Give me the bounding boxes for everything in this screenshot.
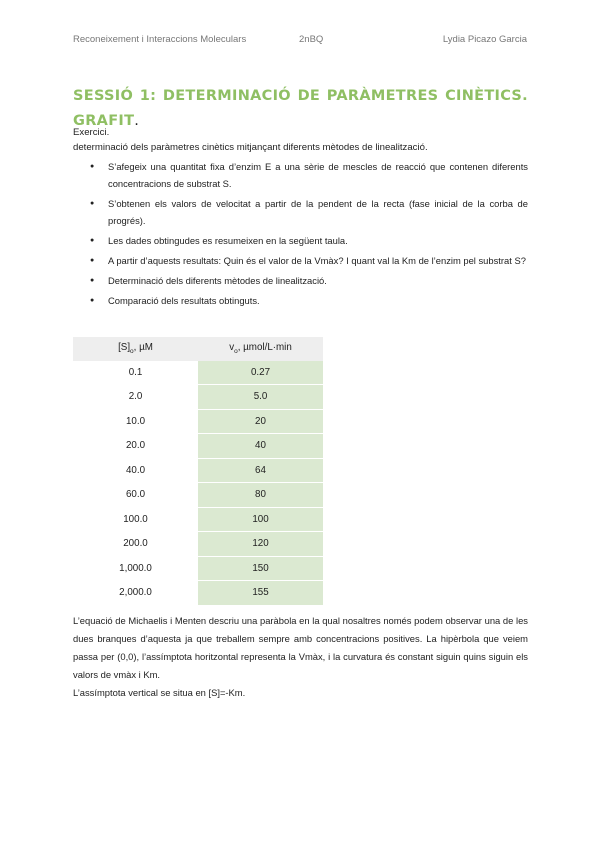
explanation-paragraph: L’equació de Michaelis i Menten descriu una paràbola en la qual nosaltres només podem observar una de les dues branques d’aquesta ja que treballem sempre amb concentracions positives. La hipèrbola que veiem passa per (0,0), l’assímptota horitzontal representa la Vmàx, i la curvatura és constant siguin quins siguin els valors de vmàx i Km. xyxy=(73,615,528,680)
header-author: Lydia Picazo Garcia xyxy=(442,34,527,45)
cell-substrate: 20.0 xyxy=(125,440,146,452)
cell-substrate: 100.0 xyxy=(123,513,148,525)
table-row xyxy=(73,581,323,606)
column-header-substrate: $[S]_o$, µM xyxy=(73,337,198,361)
bullet-list xyxy=(73,158,528,309)
kinetics-table xyxy=(73,337,323,606)
list-item: ● Les dades obtingudes es resumeixen en la següent taula. xyxy=(108,232,528,249)
list-item: ● S’obtenen els valors de velocitat a partir de la pendent de la recta (fase inicial de la corba de progrés). xyxy=(108,195,528,229)
exercise-label: Exercici. xyxy=(73,127,110,138)
header-group: 2nBQ xyxy=(299,34,324,45)
cell-velocity: 155 xyxy=(198,581,323,606)
table-row xyxy=(73,458,323,483)
list-item: ● A partir d’aquests resultats: Quin és el valor de la Vmàx? I quant val la Km de l’enzim pel substrat S? xyxy=(108,252,528,269)
list-item: ● S’afegeix una quantitat fixa d’enzim E a una sèrie de mescles de reacció que contenen diferents concentracions de substrat S. xyxy=(108,158,528,192)
exercise-section xyxy=(73,125,528,312)
asymptote-note: L’assímptota vertical se situa en [S]=-Km. xyxy=(73,687,246,698)
header-course: Reconeixement i Interaccions Moleculars xyxy=(73,34,247,45)
cell-substrate: 0.1 xyxy=(128,367,143,378)
table-row xyxy=(73,409,323,434)
table-row xyxy=(73,507,323,532)
table-row xyxy=(73,385,323,410)
list-item: ● Comparació dels resultats obtinguts. xyxy=(108,292,528,309)
exercise-description: determinació dels paràmetres cinètics mitjançant diferents mètodes de linealització. xyxy=(73,142,428,153)
cell-substrate: 200.0 xyxy=(123,538,148,550)
table-row xyxy=(73,556,323,581)
cell-substrate: 40.0 xyxy=(125,464,146,476)
table-row xyxy=(73,532,323,557)
cell-substrate: 2.0 xyxy=(128,391,143,403)
cell-velocity: 120 xyxy=(198,532,323,557)
cell-velocity: 80 xyxy=(198,483,323,508)
cell-substrate: 2,000.0 xyxy=(119,587,152,599)
cell-velocity: 0.27 xyxy=(198,361,323,385)
title-text: SESSIÓ 1: DETERMINACIÓ DE PARÀMETRES CINÈTICS. GRAFIT xyxy=(73,87,528,129)
cell-substrate: 60.0 xyxy=(125,489,146,501)
page-header xyxy=(73,34,527,48)
cell-velocity: 150 xyxy=(198,556,323,581)
cell-substrate: 10.0 xyxy=(125,415,146,427)
cell-velocity: 5.0 xyxy=(198,385,323,410)
cell-velocity: 64 xyxy=(198,458,323,483)
title-period: . xyxy=(134,112,140,129)
cell-substrate: 1,000.0 xyxy=(119,562,152,574)
table-header-row xyxy=(73,337,323,361)
table-row xyxy=(73,361,323,385)
column-header-velocity: $v_o$, µmol/L·min xyxy=(198,337,323,361)
cell-velocity: 40 xyxy=(198,434,323,459)
cell-velocity: 100 xyxy=(198,507,323,532)
cell-velocity: 20 xyxy=(198,409,323,434)
table-row xyxy=(73,434,323,459)
list-item: ● Determinació dels diferents mètodes de linealització. xyxy=(108,272,528,289)
explanation-section xyxy=(73,612,528,702)
table-row xyxy=(73,483,323,508)
